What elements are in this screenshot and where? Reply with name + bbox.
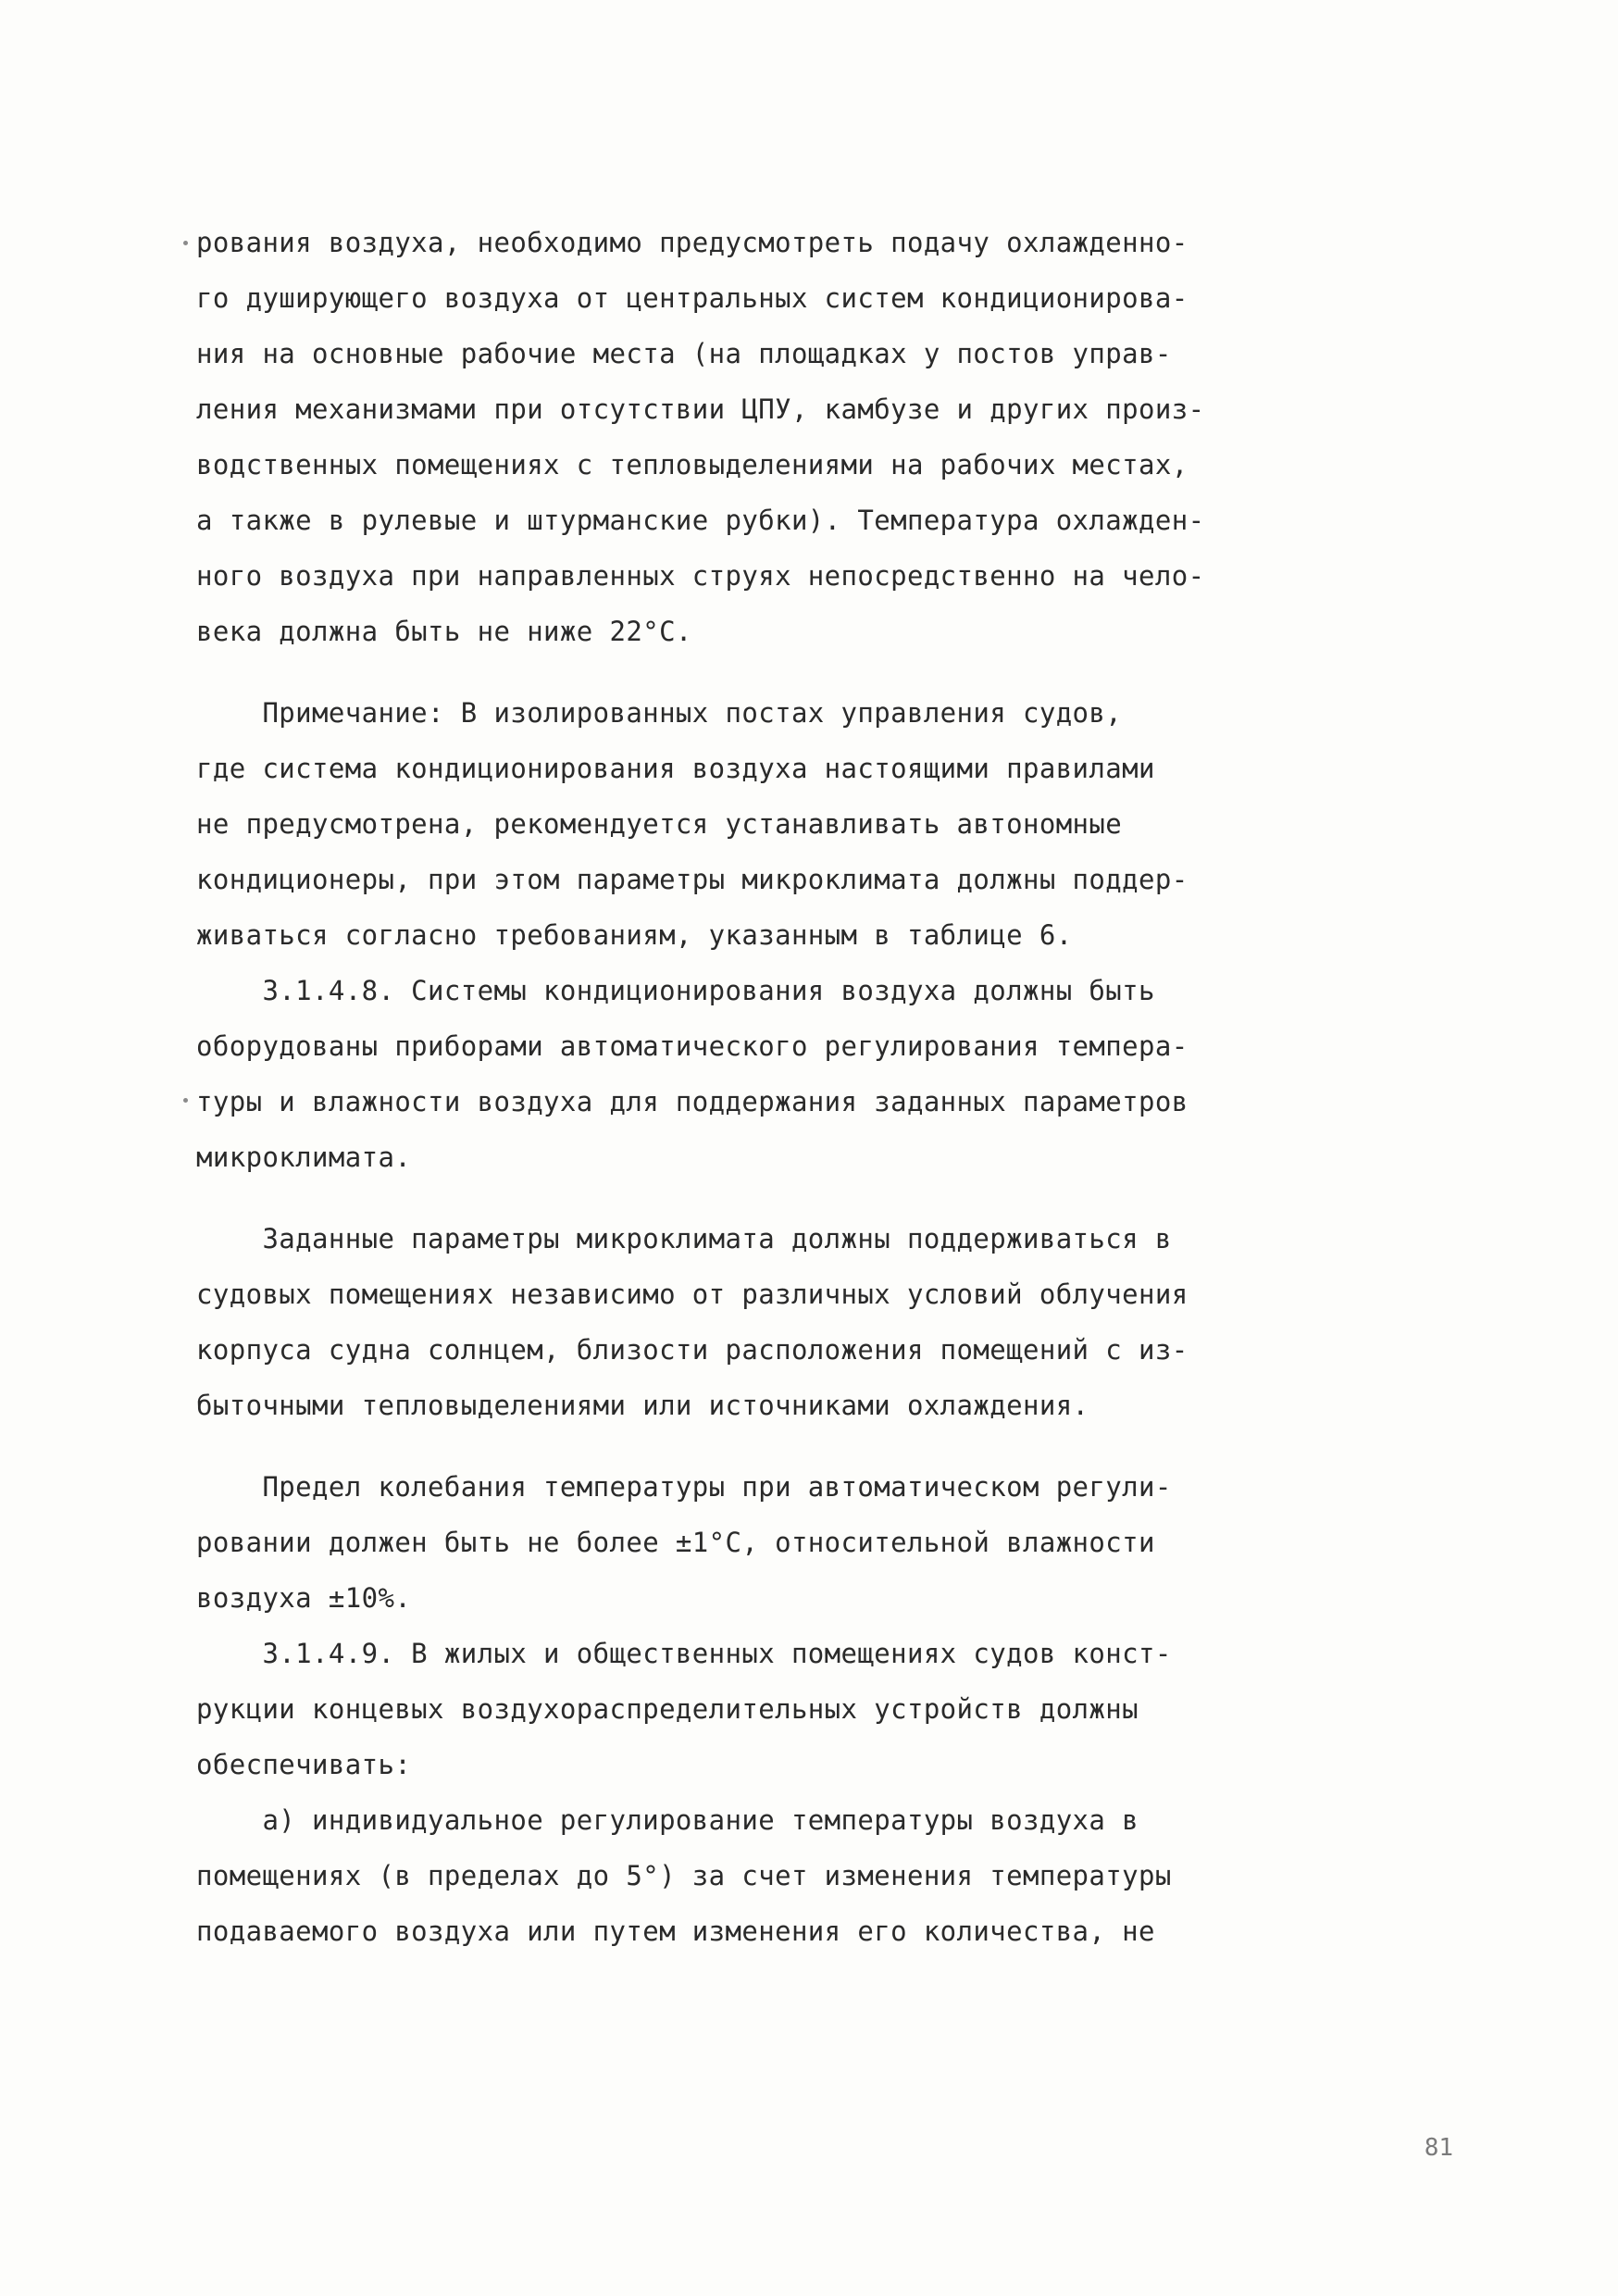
text-line: го душирующего воздуха от центральных систем кондиционирова- [196, 282, 1189, 314]
text-line: рукции концевых воздухораспределительных устройств должны [196, 1693, 1139, 1725]
text-line: быточными тепловыделениями или источниками охлаждения. [196, 1390, 1089, 1421]
text-line: где система кондиционирования воздуха настоящими правилами [196, 753, 1155, 784]
paragraph-set-parameters [196, 1211, 1446, 1433]
clause-3-1-4-9 [196, 1626, 1446, 1792]
text-line: живаться согласно требованиям, указанным в таблице 6. [196, 919, 1073, 951]
text-line: рования воздуха, необходимо предусмотреть подачу охлажденно- [196, 227, 1189, 258]
text-line: кондиционеры, при этом параметры микроклимата должны поддер- [196, 864, 1189, 895]
text-line: судовых помещениях независимо от различных условий облучения [196, 1279, 1189, 1310]
scan-speck [183, 1098, 188, 1103]
text-line: Заданные параметры микроклимата должны поддерживаться в [196, 1223, 1172, 1254]
text-line: ления механизмами при отсутствии ЦПУ, камбузе и других произ- [196, 393, 1205, 425]
text-line: Примечание: В изолированных постах управления судов, [196, 697, 1123, 729]
typewritten-text-block [196, 215, 1446, 1959]
text-line: водственных помещениях с тепловыделениями на рабочих местах, [196, 449, 1189, 480]
text-line: 3.1.4.9. В жилых и общественных помещениях судов конст- [196, 1638, 1172, 1669]
paragraph-continuation [196, 215, 1446, 659]
scan-speck [183, 241, 188, 245]
text-line: помещениях (в пределах до 5°) за счет изменения температуры [196, 1860, 1172, 1891]
text-line: не предусмотрена, рекомендуется устанавливать автономные [196, 808, 1123, 840]
paragraph-spacer [196, 659, 1446, 685]
text-line: оборудованы приборами автоматического регулирования темпера- [196, 1030, 1189, 1062]
text-line: ния на основные рабочие места (на площадках у постов управ- [196, 338, 1172, 369]
paragraph-fluctuation-limit [196, 1459, 1446, 1626]
text-line: Предел колебания температуры при автоматическом регули- [196, 1471, 1172, 1503]
text-line: туры и влажности воздуха для поддержания заданных параметров [196, 1086, 1189, 1117]
paragraph-spacer [196, 1433, 1446, 1459]
text-line: подаваемого воздуха или путем изменения его количества, не [196, 1915, 1155, 1947]
list-item-a [196, 1792, 1446, 1959]
text-line: воздуха ±10%. [196, 1582, 412, 1614]
text-line: микроклимата. [196, 1142, 412, 1173]
text-line: ровании должен быть не более ±1°C, относительной влажности [196, 1527, 1155, 1558]
text-line: 3.1.4.8. Системы кондиционирования воздуха должны быть [196, 975, 1155, 1006]
text-line: а также в рулевые и штурманские рубки). Температура охлажден- [196, 505, 1205, 536]
text-line: века должна быть не ниже 22°C. [196, 616, 692, 647]
paragraph-note [196, 685, 1446, 963]
paragraph-spacer [196, 1185, 1446, 1211]
text-line: обеспечивать: [196, 1749, 412, 1780]
text-line: ного воздуха при направленных струях непосредственно на чело- [196, 560, 1205, 592]
clause-3-1-4-8 [196, 963, 1446, 1185]
text-line: корпуса судна солнцем, близости расположения помещений с из- [196, 1334, 1189, 1366]
text-line: а) индивидуальное регулирование температуры воздуха в [196, 1804, 1139, 1836]
page-number: 81 [1424, 2134, 1453, 2162]
